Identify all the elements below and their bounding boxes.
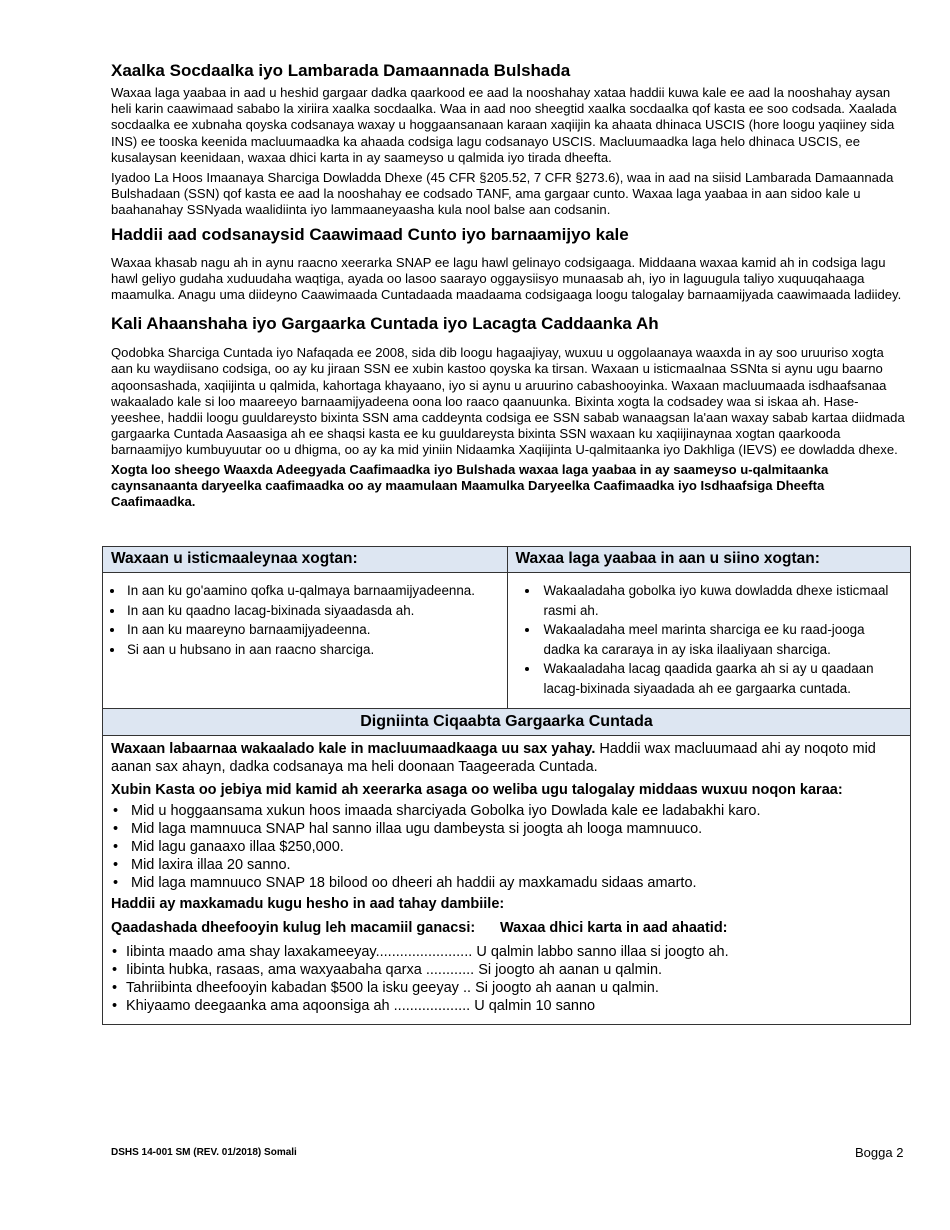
court-heading: Haddii ay maxkamadu kugu hesho in aad tahay dambiile: [111, 896, 505, 912]
list-item: • Wakaaladaha meel marinta sharciga ee ku raad-jooga dadka ka cararaya in ay iska ilaaliyaan sharciga. [540, 620, 905, 659]
lead-rest: Haddii wax macluumaad ahi ay noqoto mid aanan sax ahayn, dadka codsanaya ma heli doonaan Taageerada Cuntada. [111, 741, 876, 775]
form-id: DSHS 14-001 SM (REV. 01/2018) Somali [111, 1147, 297, 1158]
offense-text: Tahriibinta dheefooyin kabadan $500 la isku geeyay .. [126, 980, 472, 996]
section-privacy [111, 313, 906, 510]
section-immigration [111, 60, 906, 219]
table-header-left: Waxaan u isticmaaleynaa xogtan: [103, 547, 507, 573]
list-item: • Wakaaladaha gobolka iyo kuwa dowladda dhexe isticmaal rasmi ah. [540, 581, 905, 620]
offense-text: Iibinta hubka, rasaas, ama waxyaabaha qarxa ............ [126, 962, 475, 978]
table-body-row [103, 573, 910, 708]
share-list [516, 581, 905, 698]
list-item: • Wakaaladaha lacag qaadida gaarka ah si ay u qaadaan lacag-bixinada siyaadada ah ee gargaarka cuntada. [540, 659, 905, 698]
section-heading: Kali Ahaanshaha iyo Gargaarka Cuntada iyo Lacagta Caddaanka Ah [111, 314, 659, 334]
paragraph: Iyadoo La Hoos Imaanaya Sharciga Dowladda Dhexe (45 CFR §205.52, 7 CFR §273.6), waa in aad na siisid Lambarada Damaannada Bulshadaan (SSN) qof kasta ee aad la nooshahay ee codsado TANF, ama gargaar cunto. Waxaa laga yaabaa in aan sidoo kale u baahanahay SSNyada waalidiinta iyo lammaaneyaasha kula nool balse aan codsanin. [111, 170, 894, 218]
members-heading: Xubin Kasta oo jebiya mid kamid ah xeerarka asaga oo weliba ugu talogalay middaas wuxuu noqon karaa: [111, 782, 843, 798]
list-item: • In aan ku qaadno lacag-bixinada siyaadasda ah. [125, 601, 501, 621]
document-body [111, 60, 906, 510]
result-text: Si joogto ah aanan u qalmin. [478, 962, 663, 978]
paragraph: Waxaa laga yaabaa in aad u heshid gargaar dadka qaarkood ee aad la nooshahay xataa haddii kuwa kale ee aad la nooshahay aysan heli karin caawimaad sababo la xiriira xaalka socdaalka. Waa in aad noo sheegtid xaalka socdaalka qof kasta ee soo codsada. Xaalada socdaalka ee xubnaha qoyska codsanaya waxay u hoggaansanaan karaan xaqiijin ka ahaata dhinaca USCIS (hore loogu yaqiiney sida INS) ee tooska keenida macluumaadka ka ahaada codsiga lagu codsanayo USCIS. Macluumaadka laga helo dhinaca USCIS, ee kusalaysan keenidaan, waxaa dhici karta in ay saameyso u qalmida iyo tirada dheefta. [111, 85, 897, 165]
lead-bold: Waxaan labaarnaa wakaalado kale in macluumaadkaaga uu sax yahay. [111, 741, 596, 757]
penalty-warning-header: Digniinta Ciqaabta Gargaarka Cuntada [103, 708, 910, 736]
list-item: • In aan ku go'aamino qofka u-qalmaya barnaamijyadeenna. [125, 581, 501, 601]
penalty-lead [111, 740, 902, 776]
page-number: Bogga 2 [855, 1145, 904, 1160]
table-header-right: Waxaa laga yaabaa in aan u siino xogtan: [507, 547, 911, 573]
bold-note: Xogta loo sheego Waaxda Adeegyada Caafimaadka iyo Bulshada waxaa laga yaabaa in ay saameyso u-qalmitaanka caynsanaanta daryeelka caafimaadka oo ay maamulaan Maamulka Daryeelka Caafimaadka iyo Isdhaafsiga Dheefta Caafimaadka. [111, 461, 829, 510]
paragraph: Waxaa khasab nagu ah in aynu raacno xeerarka SNAP ee lagu hawl gelinayo codsigaaga. Middaana waxaa kamid ah in codsiga lagu hawl geliyo gudaha xuduudaha waqtiga, ayada oo lasoo saarayo oggaysiisyo munaasab ah, iyo in laguugula taliyo xuquuqahaaga maamulka. Anagu uma diideyno Caawimaada Cuntadaada maadaama codsigaaga loogu talogalay barnaamijyada caawimaada ladiidey. [111, 254, 902, 303]
section-heading: Xaalka Socdaalka iyo Lambarada Damaannada Bulshada [111, 61, 571, 80]
list-item [126, 997, 902, 1015]
list-item: • Mid laga mamnuuca SNAP hal sanno illaa ugu dambeysta si joogta ah looga mamnuuco. [131, 820, 902, 838]
offense-text: Iibinta maado ama shay laxakameeyay........................ [126, 944, 473, 960]
list-item: • Mid laga mamnuuco SNAP 18 bilood oo dheeri ah haddii ay maxkamadu sidaas amarto. [131, 874, 902, 892]
list-item [126, 961, 902, 979]
penalty-columns-heading [111, 919, 902, 937]
list-item [126, 943, 902, 961]
table-header-row [103, 547, 910, 573]
penalty-warning-body [103, 736, 910, 1024]
use-list [111, 581, 501, 659]
list-item: • Mid lagu ganaaxo illaa $250,000. [131, 838, 902, 856]
section-heading: Haddii aad codsanaysid Caawimaad Cunto iyo barnaamijyo kale [111, 224, 629, 244]
list-item: • In aan ku maareyno barnaamijyadeenna. [125, 620, 501, 640]
result-text: Si joogto ah aanan u qalmin. [475, 980, 659, 996]
offense-column-heading: Qaadashada dheefooyin kulug leh macamiil ganacsi: [111, 920, 476, 936]
section-food-assistance [111, 224, 906, 304]
list-item: • Si aan u hubsano in aan raacno sharciga. [125, 640, 501, 660]
table-cell-left [103, 573, 507, 708]
table-cell-right [507, 573, 911, 708]
members-list [111, 802, 902, 892]
list-item: • Mid laxira illaa 20 sanno. [131, 856, 902, 874]
info-table [102, 546, 911, 1025]
result-column-heading: Waxaa dhici karta in aad ahaatid: [500, 920, 728, 936]
result-text: U qalmin labbo sanno illaa si joogto ah. [476, 944, 729, 960]
offense-text: Khiyaamo deegaanka ama aqoonsiga ah ................... [126, 998, 471, 1014]
list-item: • Mid u hoggaansama xukun hoos imaada sharciyada Gobolka iyo Dowlada kale ee ladabakhi karo. [131, 802, 902, 820]
penalty-list [111, 943, 902, 1015]
list-item [126, 979, 902, 997]
result-text: U qalmin 10 sanno [474, 998, 596, 1014]
paragraph: Qodobka Sharciga Cuntada iyo Nafaqada ee 2008, sida dib loogu hagaajiyay, wuxuu u oggolaanaya waaxda in ay soo uruuriso xogta aan ku waydiisano codsiga, oo ay ku jiraan SSN ee xubin kastoo qoyska ka tirsan. Waxaan u isticmaalnaa SSNta si aynu ugu baarno aqoonsashada, xaqiijinta u qalmida, kahortaga khayaano, iyo si aynu u aruurino cabashooyinka. Waxaan macluumaada isdhaafsanaa wakaalado kale si loo maareeyo barnaamijyadeena oona loo raaco qaanuunka. Bixinta xogta la codsadey waa si iskaa ah. Hase-yeeshee, haddii loogu guuldareysto bixinta SSN ama caddeynta codsiga ee SSN sabab wanaagsan la'aan waxay sabab kartaa diidmada gargaarka Cuntada Aasaasiga ah ee shaqsi kasta ee ku guuldareysta bixinta SSN waxaan ku xaqiijinaynaa xogtan qaarkooda barnaamijyo kumbuyuutar oo u dhigma, oo ay ka mid yiniin Nidaamka Xaqiijinta U-qalmitaanka iyo Dakhliga (IEVS) ee dowladda dhexe. [111, 345, 905, 458]
